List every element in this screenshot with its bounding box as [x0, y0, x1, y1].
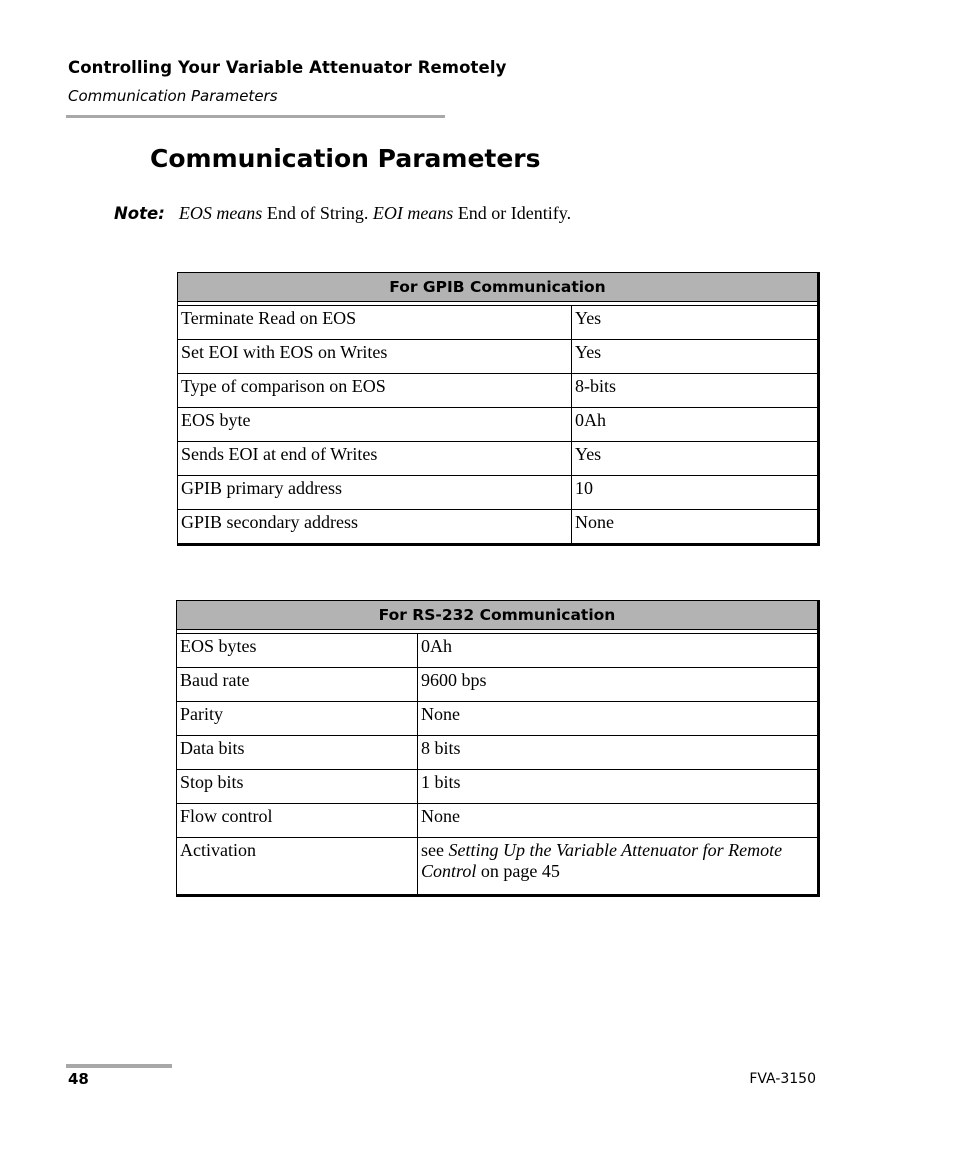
page-number: 48 — [68, 1070, 89, 1088]
gpib-communication-table — [177, 272, 820, 546]
param-value: Yes — [572, 340, 819, 374]
param-name: EOS byte — [178, 408, 572, 442]
note-eos-term: EOS means — [178, 203, 263, 223]
param-name: GPIB primary address — [178, 476, 572, 510]
param-name: Parity — [177, 702, 418, 736]
note — [114, 203, 571, 224]
section-title: Communication Parameters — [150, 144, 541, 173]
table-row — [177, 770, 819, 804]
table-row — [177, 668, 819, 702]
param-name: Activation — [177, 838, 418, 896]
note-label: Note: — [114, 204, 165, 223]
table-row — [178, 340, 819, 374]
table-row — [178, 476, 819, 510]
param-value: None — [572, 510, 819, 545]
note-eoi-definition: End or Identify. — [453, 203, 572, 223]
header-rule — [66, 115, 445, 118]
param-value: Yes — [572, 442, 819, 476]
param-name: EOS bytes — [177, 634, 418, 668]
param-value: 8-bits — [572, 374, 819, 408]
param-value: 10 — [572, 476, 819, 510]
param-value: 0Ah — [418, 634, 819, 668]
table-row — [177, 838, 819, 896]
table-row — [177, 736, 819, 770]
value-prefix: see — [421, 840, 449, 860]
param-name: Data bits — [177, 736, 418, 770]
note-eoi-term: EOI means — [372, 203, 454, 223]
table-row — [178, 510, 819, 545]
running-head-title: Controlling Your Variable Attenuator Remotely — [68, 58, 507, 77]
table-row — [178, 442, 819, 476]
param-name: Baud rate — [177, 668, 418, 702]
param-value: Yes — [572, 306, 819, 340]
note-eos-definition: End of String. — [262, 203, 373, 223]
param-name: Terminate Read on EOS — [178, 306, 572, 340]
param-value — [418, 838, 819, 896]
param-name: GPIB secondary address — [178, 510, 572, 545]
param-value: None — [418, 804, 819, 838]
param-value: 9600 bps — [418, 668, 819, 702]
table-row — [177, 702, 819, 736]
table-row — [177, 804, 819, 838]
param-value: None — [418, 702, 819, 736]
rs232-table-heading: For RS-232 Communication — [177, 601, 819, 630]
table-row — [178, 374, 819, 408]
gpib-table-heading: For GPIB Communication — [178, 273, 819, 302]
value-suffix: on page 45 — [476, 861, 560, 881]
table-row — [177, 634, 819, 668]
param-name: Flow control — [177, 804, 418, 838]
param-value: 0Ah — [572, 408, 819, 442]
table-row — [178, 408, 819, 442]
product-code: FVA-3150 — [749, 1071, 816, 1087]
cross-reference-link[interactable]: Setting Up the Variable Attenuator for Remote Control — [421, 840, 783, 881]
param-name: Stop bits — [177, 770, 418, 804]
running-head-subtitle: Communication Parameters — [68, 87, 278, 105]
param-value: 1 bits — [418, 770, 819, 804]
rs232-communication-table — [176, 600, 820, 897]
param-name: Type of comparison on EOS — [178, 374, 572, 408]
param-name: Sends EOI at end of Writes — [178, 442, 572, 476]
table-row — [178, 306, 819, 340]
footer-rule — [66, 1064, 172, 1068]
param-value: 8 bits — [418, 736, 819, 770]
param-name: Set EOI with EOS on Writes — [178, 340, 572, 374]
